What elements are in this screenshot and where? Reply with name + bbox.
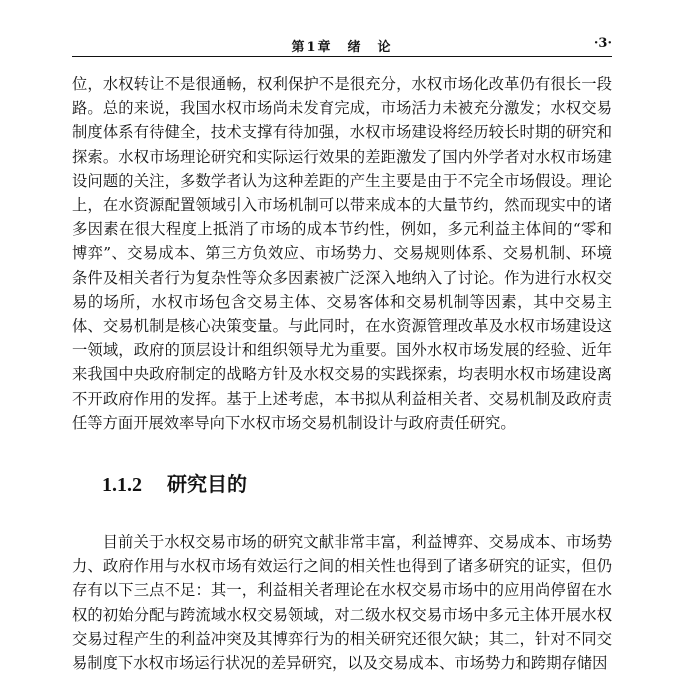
section-number: 1.1.2: [102, 474, 142, 497]
section-title: 研究目的: [166, 472, 247, 497]
running-header-chapter: 第1章 绪 论: [291, 40, 393, 55]
body-paragraph: 目前关于水权交易市场的研究文献非常丰富，利益博弈、交易成本、市场势力、政府作用与水权市场有效运行之间的相关性也得到了诸多研究的证实，但仍存有以下三点不足：其一，利益相关者理论在水权交易市场中的应用尚停留在水权的初始分配与跨流域水权交易领域，对二级水权交易市场中多元主体开展水权交易过程产生的利益冲突及其博弈行为的相关研究还很欠缺；其二，针对不同交易制度下水权市场运行状况的差异研究，以及交易成本、市场势力和跨期存储因: [72, 533, 612, 673]
page-number: ·3·: [593, 36, 612, 51]
page-header: [72, 34, 612, 57]
body-paragraph: 位，水权转让不是很通畅，权利保护不是很充分，水权市场化改革仍有很长一段路。总的来说，我国水权市场尚未发育完成，市场活力未被充分激发；水权交易制度体系有待健全，技术支撑有待加强，水权市场建设将经历较长时期的研究和探索。水权市场理论研究和实际运行效果的差距激发了国内外学者对水权市场建设问题的关注，多数学者认为这种差距的产生主要是由于不完全市场假设。理论上，在水资源配置领域引入市场机制可以带来成本的大量节约，然而现实中的诸多因素在很大程度上抵消了市场的成本节约性，例如，多元利益主体间的“零和博弈”、交易成本、第三方负效应、市场势力、交易规则体系、交易机制、环境条件及相关者行为复杂性等众多因素被广泛深入地纳入了讨论。作为进行水权交易的场所，水权市场包含交易主体、交易客体和交易机制等因素，其中交易主体、交易机制是核心决策变量。与此同时，在水资源管理改革及水权市场建设这一领域，政府的顶层设计和组织领导尤为重要。国外水权市场发展的经验、近年来我国中央政府制定的战略方针及水权交易的实践探索，均表明水权市场建设离不开政府作用的发挥。基于上述考虑，本书拟从利益相关者、交易机制及政府责任等方面开展效率导向下水权市场交易机制设计与政府责任研究。: [72, 75, 612, 432]
page-body: [72, 72, 612, 675]
section-heading: [102, 469, 612, 500]
